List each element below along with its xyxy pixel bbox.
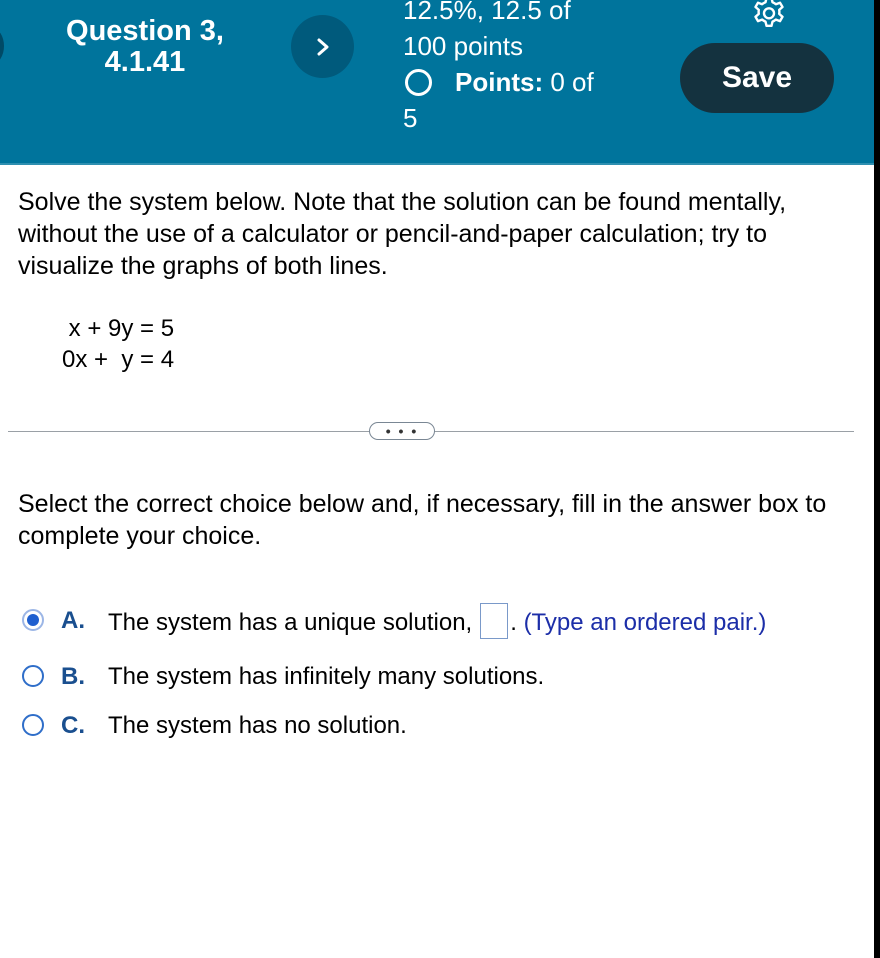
answer-hint: (Type an ordered pair.): [523, 609, 767, 636]
choice-b-letter: B.: [61, 663, 85, 690]
radio-a[interactable]: [22, 609, 44, 631]
window-edge: [874, 0, 880, 958]
choice-c-text: The system has no solution.: [108, 712, 407, 739]
previous-button[interactable]: [0, 28, 4, 64]
choice-c[interactable]: [20, 708, 860, 748]
answer-input-box[interactable]: [480, 603, 508, 639]
radio-b[interactable]: [22, 665, 44, 687]
chevron-right-icon: [315, 37, 331, 57]
more-dots-icon: • • •: [385, 423, 419, 439]
question-instructions: Solve the system below. Note that the solution can be found mentally, without the use of a calculator or pencil-and-paper calculation; try to visualize the graphs of both lines.: [18, 188, 787, 280]
points-label: Points:: [455, 67, 544, 97]
question-title: Question 3, 4.1.41: [66, 15, 224, 78]
points-value: 0 of: [550, 67, 594, 97]
choice-b-text: The system has infinitely many solutions.: [108, 663, 545, 690]
equation-2: 0x + y = 4: [62, 346, 175, 373]
radio-c[interactable]: [22, 714, 44, 736]
header-divider: [0, 163, 874, 165]
score-summary: [403, 0, 663, 136]
choice-a-letter: A.: [61, 607, 85, 634]
choice-a-suffix: .: [510, 609, 517, 636]
answer-instructions: Select the correct choice below and, if necessary, fill in the answer box to complete your choice.: [18, 490, 827, 550]
choice-c-letter: C.: [61, 712, 85, 739]
question-header: [0, 0, 874, 165]
choice-b[interactable]: [20, 659, 860, 699]
choice-a[interactable]: [20, 603, 860, 643]
gear-icon[interactable]: [750, 0, 788, 33]
points-total: 5: [403, 103, 418, 133]
save-button[interactable]: Save: [680, 43, 834, 113]
equation-system: [62, 313, 174, 375]
question-points: [403, 64, 663, 100]
expand-more-button[interactable]: [369, 422, 435, 440]
score-points: 100 points: [403, 31, 523, 61]
equation-1: x + 9y = 5: [68, 315, 175, 342]
next-question-button[interactable]: [291, 15, 354, 78]
progress-circle-icon: [405, 69, 432, 96]
score-percent: 12.5%, 12.5 of: [403, 0, 571, 25]
choice-a-text: The system has a unique solution,: [108, 609, 473, 636]
